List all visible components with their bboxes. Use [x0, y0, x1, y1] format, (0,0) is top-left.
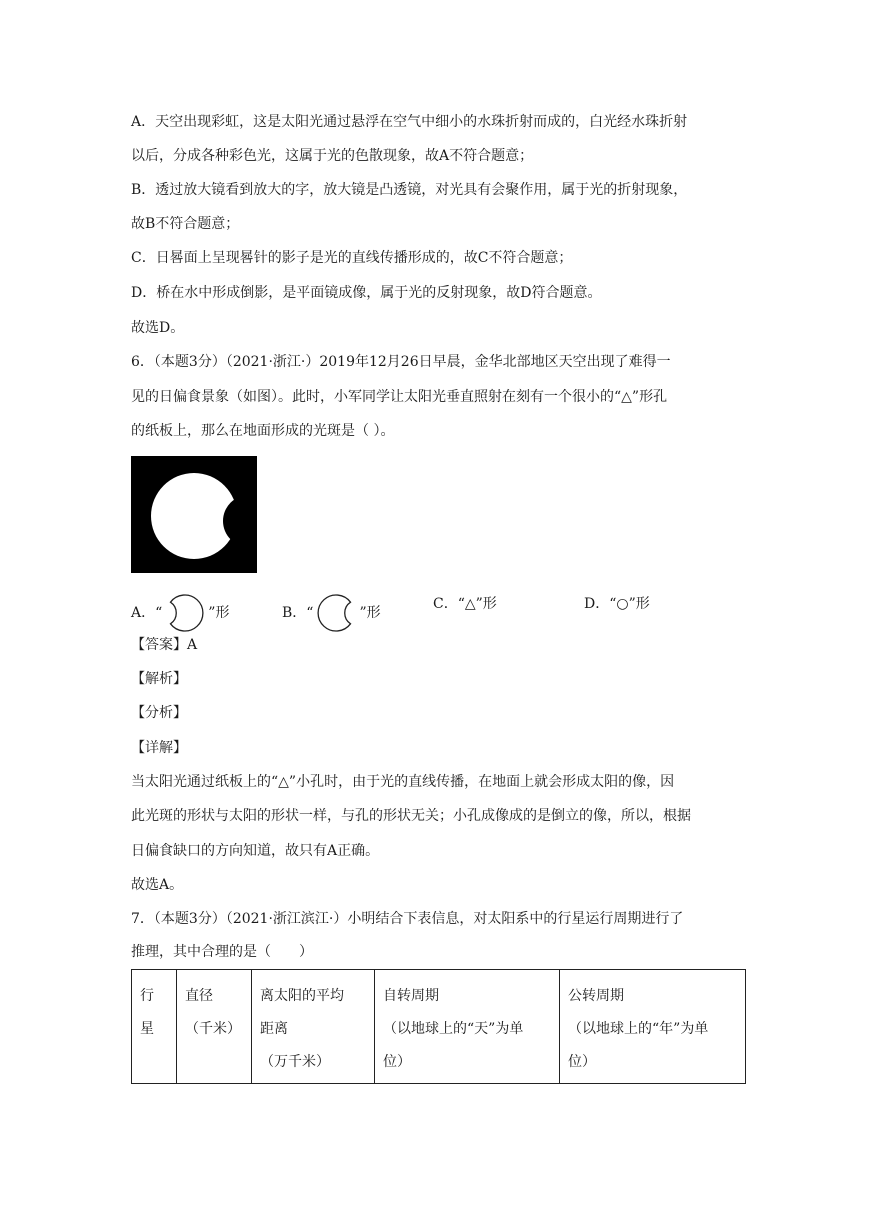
table-header-row [132, 970, 746, 1084]
partial-eclipse-figure [131, 456, 257, 573]
option-a[interactable] [131, 594, 229, 632]
option-d[interactable]: D．“○”形 [584, 596, 650, 612]
option-b[interactable] [282, 594, 381, 632]
header-planet: 行 星 [132, 970, 177, 1084]
crescent-left-bite-icon [162, 594, 208, 632]
answer-label: 【答案】A [131, 637, 198, 653]
text-line: 此光斑的形状与太阳的形状一样，与孔的形状无关；小孔成像成的是倒立的像，所以，根据 [131, 808, 691, 824]
header-distance: 离太阳的平均 距离 （万千米） [252, 970, 375, 1084]
question-7-line: 推理，其中合理的是（ ） [131, 944, 313, 960]
text-line: C．日晷面上呈现晷针的影子是光的直线传播形成的，故C不符合题意； [131, 250, 573, 266]
header-revolution-period: 公转周期 （以地球上的“年”为单 位） [560, 970, 746, 1084]
option-a-suffix: ”形 [208, 605, 230, 621]
text-line: 当太阳光通过纸板上的“△”小孔时，由于光的直线传播，在地面上就会形成太阳的像，因 [131, 774, 675, 790]
option-c[interactable]: C．“△”形 [433, 596, 497, 612]
text-line: D．桥在水中形成倒影，是平面镜成像，属于光的反射现象，故D符合题意。 [131, 285, 602, 301]
text-line: 故选D。 [131, 320, 185, 336]
crescent-right-bite-icon [313, 594, 359, 632]
header-rotation-period: 自转周期 （以地球上的“天”为单 位） [375, 970, 560, 1084]
header-diameter: 直径 （千米） [177, 970, 252, 1084]
detail-label: 【详解】 [131, 740, 187, 756]
analysis-label: 【解析】 [131, 671, 187, 687]
text-line: A．天空出现彩虹，这是太阳光通过悬浮在空气中细小的水珠折射而成的，白光经水珠折射 [131, 114, 688, 130]
text-line: B．透过放大镜看到放大的字，放大镜是凸透镜，对光具有会聚作用，属于光的折射现象， [131, 182, 688, 198]
text-line: 故B不符合题意； [131, 216, 240, 232]
text-line: 日偏食缺口的方向知道，故只有A正确。 [131, 843, 380, 859]
breakdown-label: 【分析】 [131, 705, 187, 721]
option-b-suffix: ”形 [359, 605, 381, 621]
question-6-line: 的纸板上，那么在地面形成的光斑是（ ）。 [131, 423, 395, 439]
question-6-line: 见的日偏食景象（如图）。此时，小军同学让太阳光垂直照射在刻有一个很小的“△”形孔 [131, 389, 668, 405]
question-7-line: 7．（本题3分）（2021·浙江滨江·）小明结合下表信息，对太阳系中的行星运行周期进行了 [131, 911, 684, 927]
text-line: 以后，分成各种彩色光，这属于光的色散现象，故A不符合题意； [131, 148, 534, 164]
question-6-line: 6．（本题3分）（2021·浙江·）2019年12月26日早晨，金华北部地区天空出现了难得一 [131, 354, 671, 370]
planet-table [131, 969, 746, 1084]
option-a-prefix: A．“ [131, 605, 163, 621]
text-line: 故选A。 [131, 877, 184, 893]
option-b-prefix: B．“ [282, 605, 314, 621]
